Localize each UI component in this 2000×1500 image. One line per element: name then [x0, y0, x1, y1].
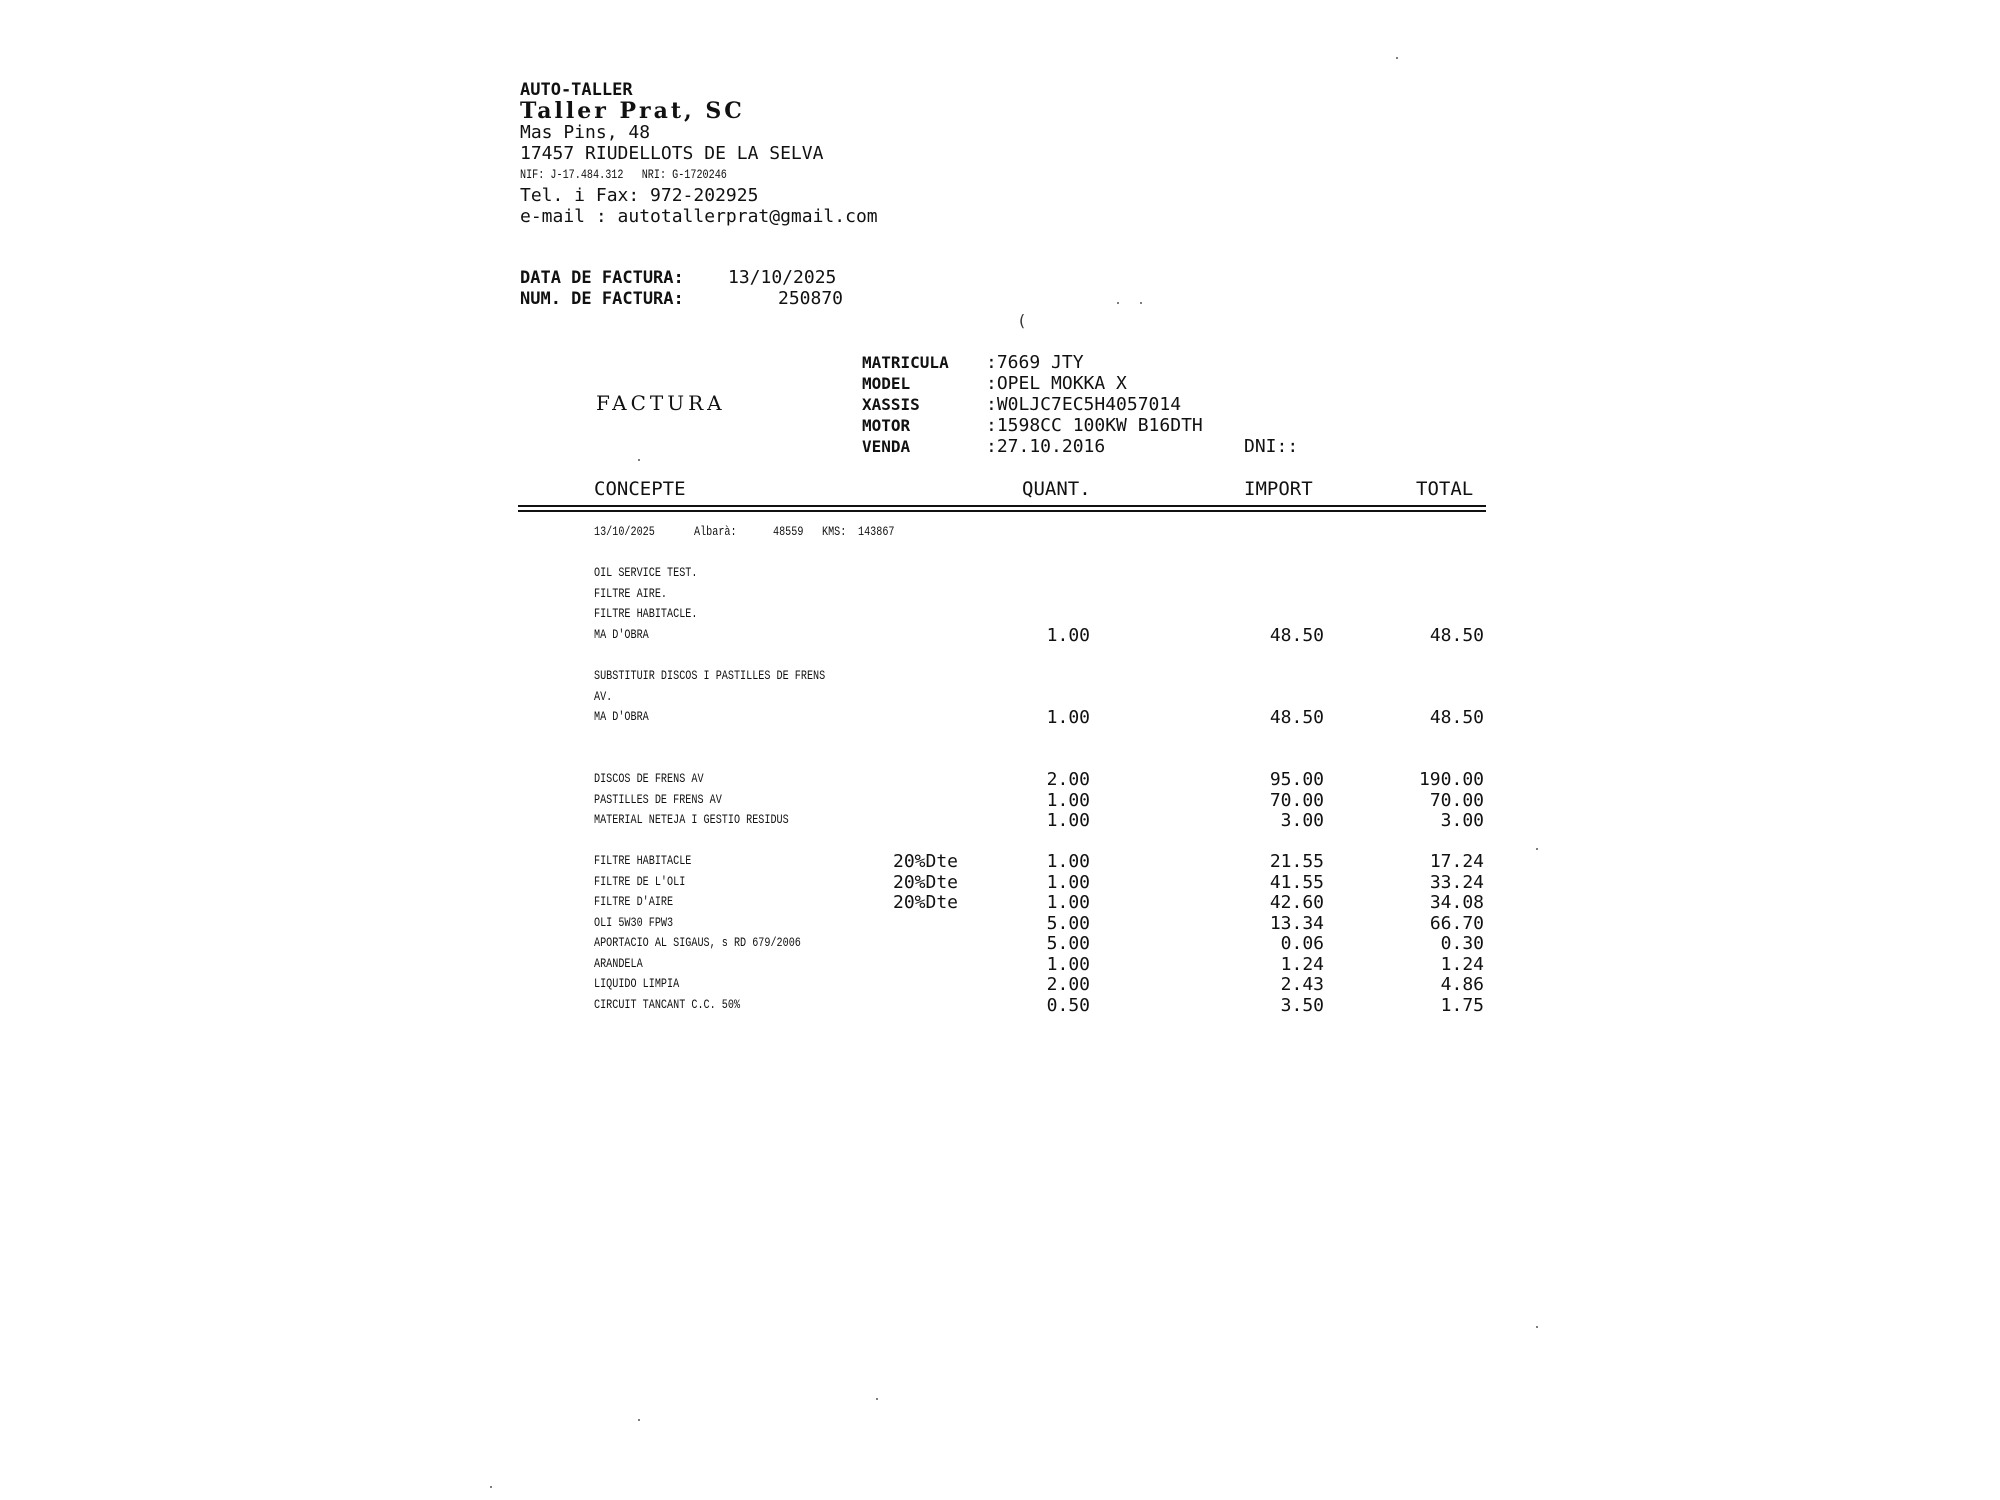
- row-concept: MATERIAL NETEJA I GESTIO RESIDUS: [594, 812, 789, 827]
- xassis-label: XASSIS: [862, 395, 920, 414]
- company-address: Mas Pins, 48: [520, 122, 651, 143]
- row-total: 3.00: [1440, 810, 1484, 831]
- row-import: 42.60: [1269, 892, 1324, 913]
- company-line1: AUTO-TALLER: [520, 80, 633, 100]
- row-import: 3.50: [1280, 995, 1324, 1016]
- row-import: 13.34: [1269, 913, 1324, 934]
- scan-mark: (: [1017, 311, 1027, 330]
- row-discount: 20%Dte: [893, 892, 959, 913]
- scan-speck: [490, 1486, 492, 1488]
- row-concept: FILTRE HABITACLE: [594, 853, 692, 868]
- row-concept: CIRCUIT TANCANT C.C. 50%: [594, 997, 741, 1012]
- albara-number: 48559: [773, 524, 804, 539]
- header-rule-bottom: [518, 510, 1486, 512]
- company-phone: Tel. i Fax: 972-202925: [520, 185, 759, 206]
- row-concept: OIL SERVICE TEST.: [594, 565, 698, 580]
- row-concept: ARANDELA: [594, 956, 643, 971]
- row-import: 0.06: [1280, 933, 1324, 954]
- venda-label: VENDA: [862, 437, 911, 456]
- scan-speck: [1536, 848, 1538, 850]
- albara-date: 13/10/2025: [594, 524, 655, 539]
- row-import: 2.43: [1280, 974, 1324, 995]
- motor-label: MOTOR: [862, 416, 911, 435]
- row-concept: SUBSTITUIR DISCOS I PASTILLES DE FRENS: [594, 668, 826, 683]
- row-import: 95.00: [1269, 769, 1324, 790]
- row-discount: 20%Dte: [893, 872, 959, 893]
- row-concept: FILTRE HABITACLE.: [594, 606, 698, 621]
- row-quantity: 2.00: [1046, 974, 1090, 995]
- row-quantity: 1.00: [1046, 790, 1090, 811]
- row-total: 48.50: [1429, 625, 1484, 646]
- company-name: Taller Prat, SC: [520, 98, 745, 124]
- row-concept: LIQUIDO LIMPIA: [594, 976, 680, 991]
- row-quantity: 5.00: [1046, 913, 1090, 934]
- invoice-title: FACTURA: [596, 391, 726, 415]
- row-total: 1.75: [1440, 995, 1484, 1016]
- row-import: 70.00: [1269, 790, 1324, 811]
- venda-value: :27.10.2016: [986, 436, 1106, 457]
- model-value: :OPEL MOKKA X: [986, 373, 1127, 394]
- company-email: e-mail : autotallerprat@gmail.com: [520, 206, 878, 227]
- row-import: 41.55: [1269, 872, 1324, 893]
- header-concept: CONCEPTE: [594, 478, 686, 500]
- company-city: 17457 RIUDELLOTS DE LA SELVA: [520, 143, 824, 164]
- header-quantity: QUANT.: [1022, 478, 1091, 500]
- row-quantity: 1.00: [1046, 892, 1090, 913]
- company-ids: NIF: J-17.484.312 NRI: G-1720246: [520, 167, 727, 182]
- albara-label: Albarà:: [694, 524, 737, 539]
- kms-value: 143867: [858, 524, 895, 539]
- row-quantity: 2.00: [1046, 769, 1090, 790]
- row-concept: FILTRE D'AIRE: [594, 894, 674, 909]
- header-import: IMPORT: [1244, 478, 1313, 500]
- row-total: 66.70: [1429, 913, 1484, 934]
- row-quantity: 0.50: [1046, 995, 1090, 1016]
- scan-speck: [1396, 57, 1398, 59]
- row-total: 48.50: [1429, 707, 1484, 728]
- xassis-value: :W0LJC7EC5H4057014: [986, 394, 1182, 415]
- row-import: 48.50: [1269, 625, 1324, 646]
- row-total: 0.30: [1440, 933, 1484, 954]
- invoice-number: 250870: [778, 288, 844, 309]
- row-quantity: 1.00: [1046, 810, 1090, 831]
- row-concept: FILTRE DE L'OLI: [594, 874, 686, 889]
- scan-speck: [1536, 1326, 1538, 1328]
- row-import: 3.00: [1280, 810, 1324, 831]
- row-discount: 20%Dte: [893, 851, 959, 872]
- row-total: 17.24: [1429, 851, 1484, 872]
- row-concept: FILTRE AIRE.: [594, 586, 668, 601]
- row-concept: DISCOS DE FRENS AV: [594, 771, 704, 786]
- scan-speck: [876, 1398, 878, 1400]
- row-total: 190.00: [1418, 769, 1484, 790]
- header-rule-top: [518, 505, 1486, 507]
- scan-speck: [1140, 302, 1142, 304]
- invoice-date: 13/10/2025: [728, 267, 837, 288]
- header-total: TOTAL: [1416, 478, 1474, 500]
- row-quantity: 1.00: [1046, 872, 1090, 893]
- scan-speck: [638, 459, 640, 461]
- row-total: 34.08: [1429, 892, 1484, 913]
- row-concept: MA D'OBRA: [594, 627, 649, 642]
- row-concept: MA D'OBRA: [594, 709, 649, 724]
- row-quantity: 1.00: [1046, 707, 1090, 728]
- model-label: MODEL: [862, 374, 911, 393]
- row-import: 1.24: [1280, 954, 1324, 975]
- row-total: 4.86: [1440, 974, 1484, 995]
- row-total: 70.00: [1429, 790, 1484, 811]
- row-quantity: 1.00: [1046, 954, 1090, 975]
- scan-speck: [638, 1419, 640, 1421]
- row-concept: APORTACIO AL SIGAUS, s RD 679/2006: [594, 935, 801, 950]
- kms-label: KMS:: [822, 524, 847, 539]
- row-concept: AV.: [594, 689, 613, 704]
- row-quantity: 5.00: [1046, 933, 1090, 954]
- invoice-date-label: DATA DE FACTURA:: [520, 268, 684, 288]
- row-concept: OLI 5W30 FPW3: [594, 915, 674, 930]
- row-total: 33.24: [1429, 872, 1484, 893]
- row-quantity: 1.00: [1046, 851, 1090, 872]
- scan-speck: [1117, 302, 1119, 304]
- row-import: 21.55: [1269, 851, 1324, 872]
- row-quantity: 1.00: [1046, 625, 1090, 646]
- dni-label: DNI::: [1244, 436, 1299, 457]
- row-import: 48.50: [1269, 707, 1324, 728]
- motor-value: :1598CC 100KW B16DTH: [986, 415, 1203, 436]
- invoice-number-label: NUM. DE FACTURA:: [520, 289, 684, 309]
- matricula-label: MATRICULA: [862, 353, 949, 372]
- row-concept: PASTILLES DE FRENS AV: [594, 792, 722, 807]
- row-total: 1.24: [1440, 954, 1484, 975]
- matricula-value: :7669 JTY: [986, 352, 1084, 373]
